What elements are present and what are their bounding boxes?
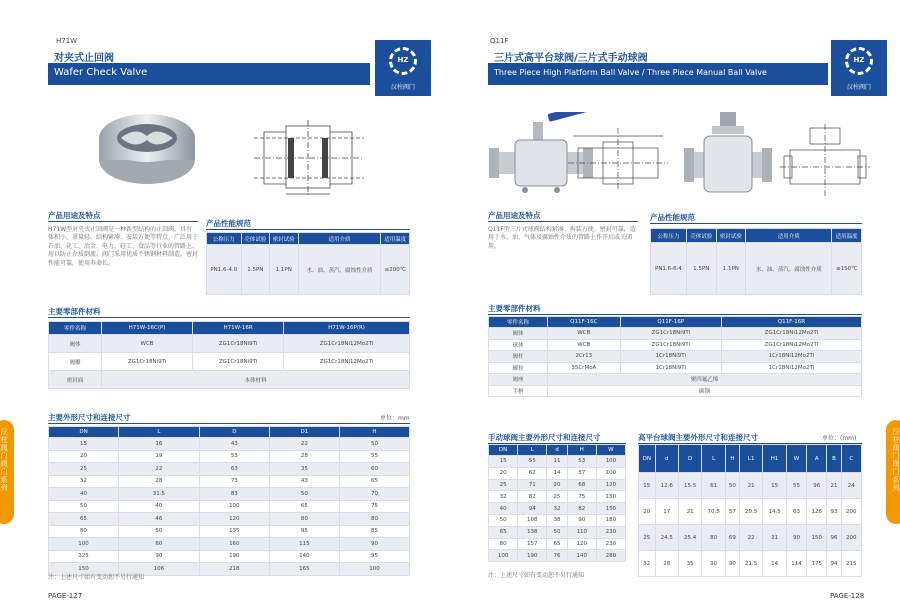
title-cn: 三片式高平台球阀/三片式手动球阀 — [494, 53, 648, 64]
dims1-table: DN L d H W 15 55 11 53 100 20 62 14 57 100 25 71 20 68 120 32 82 25 75 150 40 94 32 82 150 50 108 38 90 180 65 138 50 110 230 80 157 65 120 230 100 190 76 140 280 — [488, 444, 626, 562]
perf-header: 适用温度 — [381, 233, 410, 245]
dims2-unit: 单位：(mm) — [822, 435, 857, 442]
perf-table: 公称压力 壳体试验 密封试验 适用介质 适用温度 PN1.6-6.4 1.5PN 1.1PN 水、油、蒸汽、腐蚀性介质 ≤150℃ — [650, 228, 862, 295]
technical-drawing — [780, 124, 870, 196]
technical-drawing — [568, 128, 668, 190]
perf-title: 产品性能规范 — [650, 213, 695, 222]
technical-drawing — [244, 118, 374, 200]
dims-title: 主要外形尺寸和连接尺寸 — [48, 413, 131, 422]
model-code: H71W — [56, 37, 78, 45]
divider — [488, 221, 638, 222]
page-number: PAGE-128 — [830, 592, 865, 600]
gear-icon: HZ — [389, 47, 417, 75]
dims-unit: 单位：mm — [380, 415, 410, 422]
dims2-table: DN d D L H L1 H1 W A B C 15 12.6 15.5 61 50 21 15 55 96 21 24 20 17 21 70.5 57 20.5 14.5 63 126 93 200 25 24.5 25.4 80 69 22 21 90 150 96 200 32 28 35 90 90 21.5 14 114 175 94 215 — [638, 444, 862, 577]
dims1-title: 手动球阀主要外形尺寸和连接尺寸 — [488, 433, 601, 442]
features-title: 产品用途及特点 — [488, 211, 541, 220]
divider — [488, 314, 862, 315]
wafer-check-valve-image — [95, 110, 200, 190]
features-text: Q11F型三片式球阀结构紧凑、拆装方便、密封可靠，适用于水、油、气体及腐蚀性介质的管路上作开启或关闭用。 — [488, 226, 636, 250]
perf-header: 适用介质 — [298, 233, 381, 245]
parts-title: 主要零部件材料 — [48, 307, 101, 316]
parts-title: 主要零部件材料 — [488, 304, 541, 313]
model-code: Q11F — [490, 37, 509, 45]
company-logo: HZ 汉柱阀门 — [831, 40, 887, 96]
dims-table: DN L D D1 H 15 16 43 22 50 20 19 53 28 55 25 22 63 35 60 32 28 73 43 65 40 31.5 83 50 70 50 40 100 65 75 65 46 120 80 80 80 50 135 95 85 100 60 160 115 90 125 90 190 140 95 150 106 218 165 100 — [48, 426, 410, 576]
divider — [650, 223, 862, 224]
side-tab: 汉柱阀门阀门系列 — [0, 420, 14, 524]
parts-table: 零件名称 H71W-16C(P) H71W-16R H71W-16P(R) 阀体 WCB ZG1Cr18Ni9Ti ZG1Cr18Ni12Mo2Ti 阀瓣 ZG1Cr18Ni9Ti ZG1Cr18Ni9Ti ZG1Cr18Ni12Mo2Ti 密封面 本体材料 — [48, 321, 410, 389]
title-en: Three Piece High Platform Ball Valve / Three Piece Manual Ball Valve — [494, 68, 767, 77]
title-bar — [488, 53, 828, 85]
perf-cell: ≤200℃ — [381, 245, 410, 295]
features-text: H71W型对夹式止回阀是一种新型结构的止回阀，具有体积小、重量轻、结构紧凑、安装方便等特点，广泛用于石油、化工、冶金、电力、轻工、食品等行业的管路上，用以防止介质倒流。阀门采用优质不锈钢材料制造，密封性能可靠，使用寿命长。 — [48, 226, 198, 267]
perf-header: 公称压力 — [207, 233, 242, 245]
right-page — [450, 0, 900, 614]
perf-header: 密封试验 — [270, 233, 298, 245]
page-number: PAGE-127 — [48, 592, 83, 600]
perf-cell: PN1.6-4.0 — [207, 245, 242, 295]
footnote: 注：上述尺寸如有变动恕不另行通知 — [48, 574, 145, 581]
perf-title: 产品性能规范 — [206, 219, 251, 228]
perf-cell: 1.5PN — [241, 245, 269, 295]
perf-header: 壳体试验 — [241, 233, 269, 245]
divider — [48, 423, 410, 424]
divider — [48, 221, 198, 222]
gear-icon: HZ — [845, 47, 873, 75]
perf-table — [206, 232, 410, 295]
dims2-title: 高平台球阀主要外形尺寸和连接尺寸 — [638, 433, 758, 442]
company-logo: HZ 汉柱阀门 — [375, 40, 431, 96]
high-platform-ball-valve-image — [682, 110, 774, 202]
side-tab: 汉柱阀门阀门系列 — [886, 420, 900, 524]
features-title: 产品用途及特点 — [48, 211, 101, 220]
parts-table: 零件名称 Q11F-16C Q11F-16P Q11F-16R 阀体 WCB ZG1Cr18Ni9Ti ZG1Cr18Ni12Mo2Ti 球体 WCB ZG1Cr18Ni9Ti ZG1Cr18Ni12Mo2Ti 阀杆 2Cr13 1Cr18Ni9Ti 1Cr18Ni12Mo2Ti 螺栓 35CrMoA 1Cr18Ni9Ti 1Cr18Ni12Mo2Ti 阀座 聚四氟乙烯 手柄 碳钢 — [488, 316, 862, 397]
perf-cell: 1.1PN — [270, 245, 298, 295]
title-bar — [48, 53, 370, 85]
footnote: 注：上述尺寸如有变动恕不另行通知 — [488, 572, 585, 579]
title-cn: 对夹式止回阀 — [54, 53, 114, 64]
perf-cell: 水、油、蒸汽、腐蚀性介质 — [298, 245, 381, 295]
divider — [48, 317, 410, 318]
divider — [206, 229, 410, 230]
title-en: Wafer Check Valve — [54, 67, 148, 78]
